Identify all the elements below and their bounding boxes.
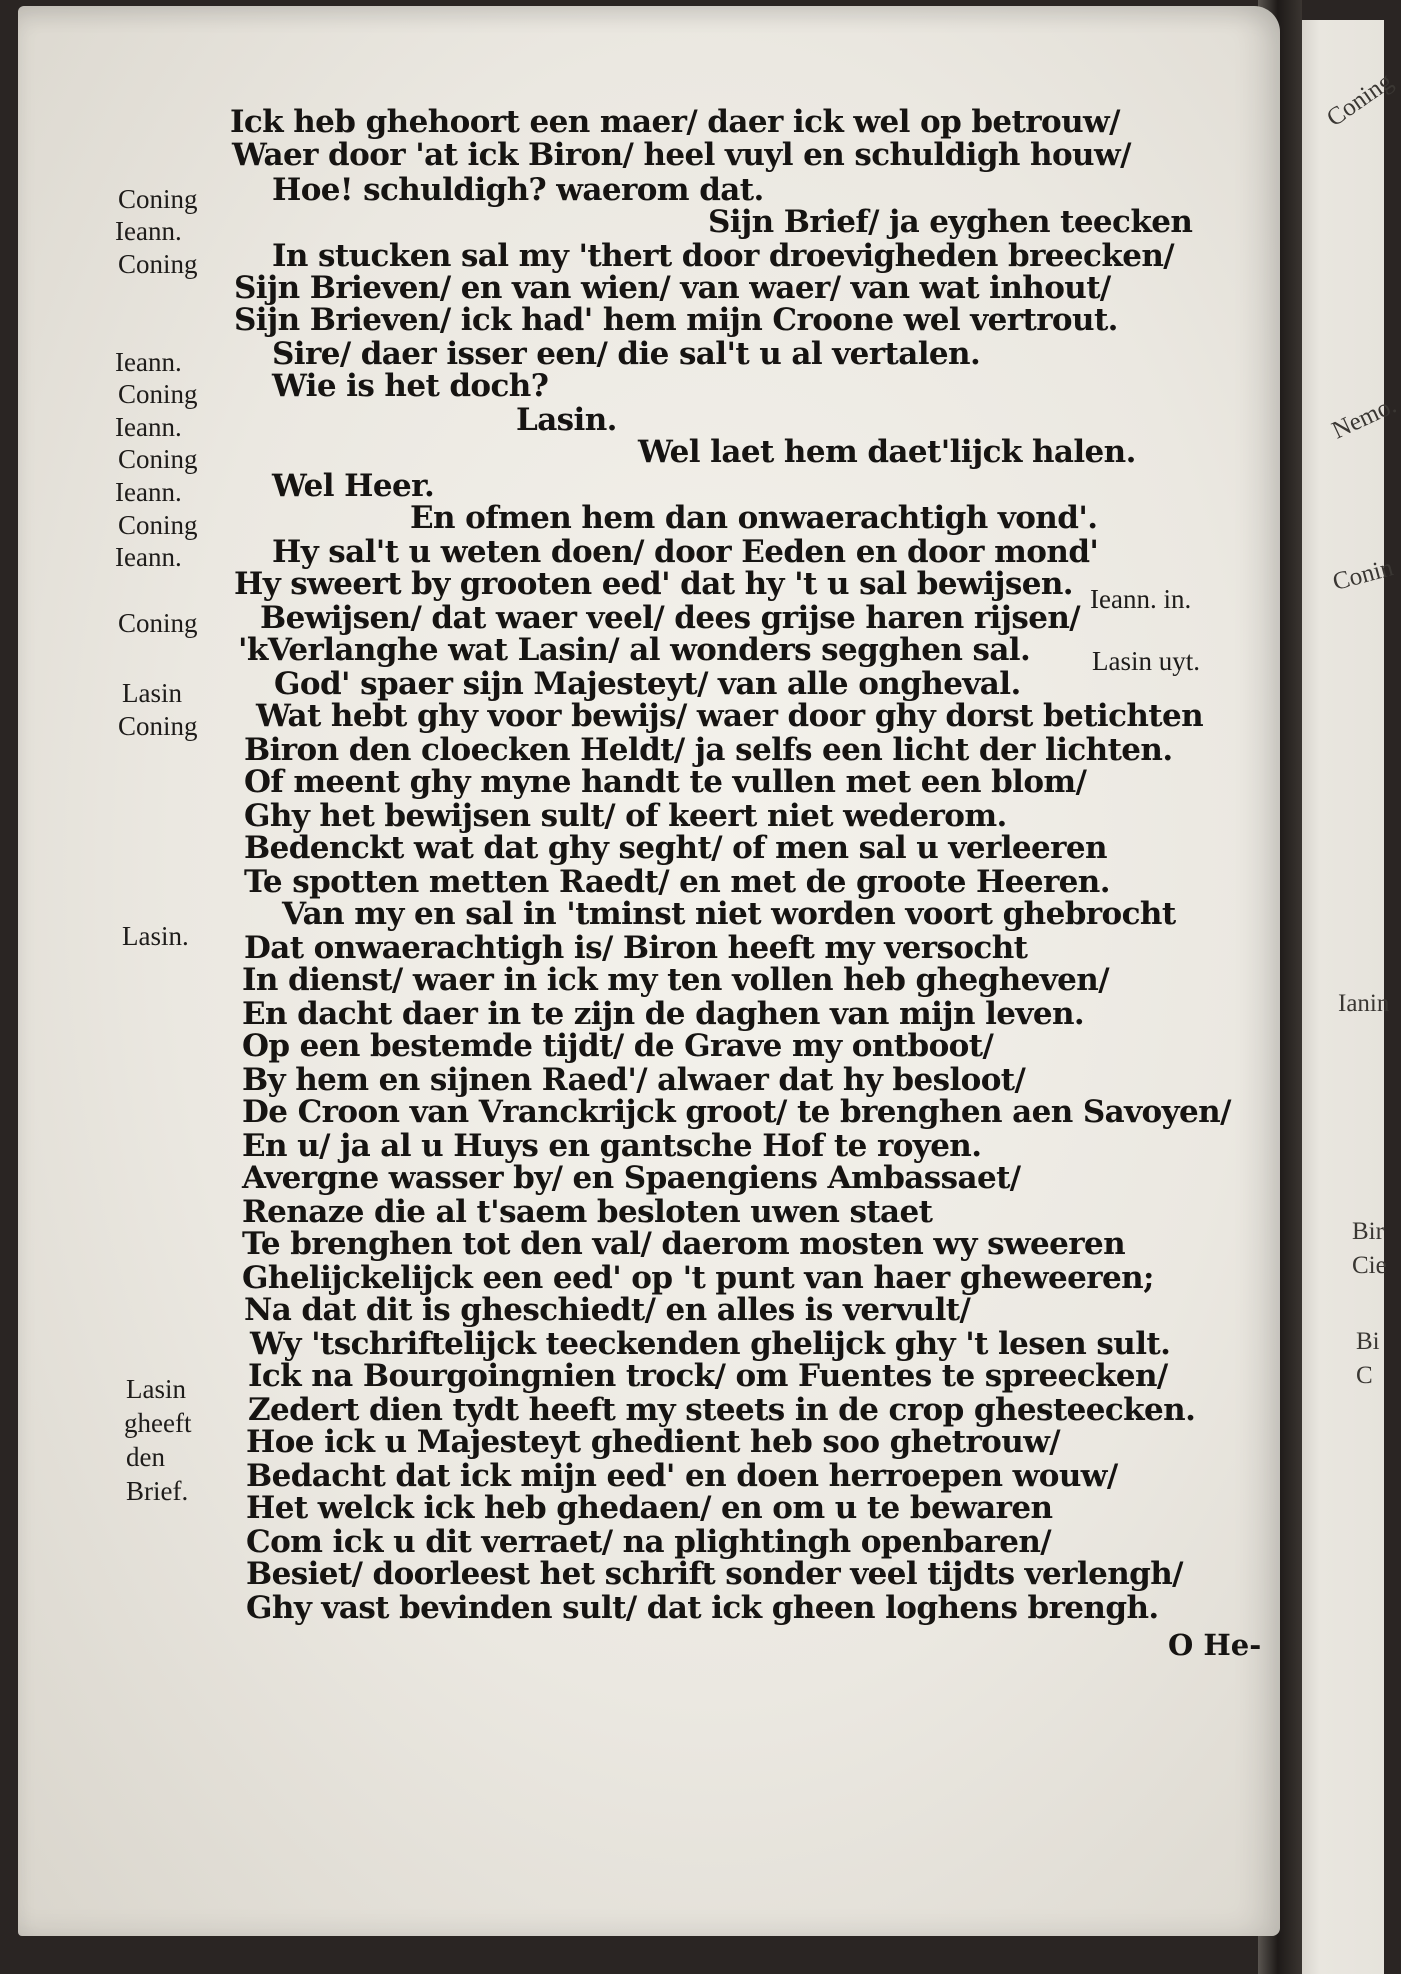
verse-line: Biron den cloecken Heldt/ ja selfs een licht der lichten. xyxy=(244,732,1173,768)
verse-line: Bewijsen/ dat waer veel/ dees grijse haren rijsen/ xyxy=(260,600,1080,636)
margin-speaker-ieann: Ieann. xyxy=(115,347,182,377)
verse-line: Lasin. xyxy=(516,402,617,438)
catchword: O He- xyxy=(1168,1628,1262,1662)
facing-margin-text: Coning xyxy=(1322,67,1398,133)
verse-line: God' spaer sijn Majesteyt/ van alle ongheval. xyxy=(274,666,1021,702)
verse-line: Hoe! schuldigh? waerom dat. xyxy=(272,172,764,208)
margin-stage-direction: den xyxy=(126,1442,165,1472)
verse-line: Sire/ daer isser een/ die sal't u al vertalen. xyxy=(272,336,981,372)
verse-line: Wel Heer. xyxy=(272,468,435,504)
verse-line: 'kVerlanghe wat Lasin/ al wonders segghen sal. xyxy=(238,632,1031,668)
verse-line: En u/ ja al u Huys en gantsche Hof te royen. xyxy=(242,1128,982,1164)
facing-margin-text: Nemo. xyxy=(1328,391,1401,445)
verse-line: Het welck ick heb ghedaen/ en om u te bewaren xyxy=(246,1490,1053,1526)
margin-speaker-coning: Coning xyxy=(118,379,198,409)
verse-line: Sijn Brieven/ ick had' hem mijn Croone wel vertrout. xyxy=(234,302,1118,338)
verse-line: By hem en sijnen Raed'/ alwaer dat hy besloot/ xyxy=(242,1062,1026,1098)
verse-line: Wat hebt ghy voor bewijs/ waer door ghy dorst betichten xyxy=(256,698,1204,734)
verse-line: Van my en sal in 'tminst niet worden voort ghebrocht xyxy=(282,896,1176,932)
verse-line: Ghy vast bevinden sult/ dat ick gheen loghens brengh. xyxy=(246,1590,1159,1626)
margin-speaker-lasin: Lasin xyxy=(122,678,182,708)
verse-line: Ick na Bourgoingnien trock/ om Fuentes te spreecken/ xyxy=(248,1358,1168,1394)
verse-line: Sijn Brieven/ en van wien/ van waer/ van wat inhout/ xyxy=(234,270,1111,306)
verse-line: Ghy het bewijsen sult/ of keert niet wederom. xyxy=(244,798,1007,834)
verse-line: In stucken sal my 'thert door droevigheden breecken/ xyxy=(272,238,1174,274)
verse-line: Com ick u dit verraet/ na plightingh openbaren/ xyxy=(246,1524,1052,1560)
verse-line: Na dat dit is gheschiedt/ en alles is vervult/ xyxy=(244,1292,971,1328)
verse-line: Bedacht dat ick mijn eed' en doen herroepen wouw/ xyxy=(246,1458,1118,1494)
facing-page xyxy=(1292,20,1401,1974)
facing-margin-text: Bi xyxy=(1356,1328,1380,1355)
margin-speaker-lasin: Lasin. xyxy=(122,921,189,951)
verse-line: En ofmen hem dan onwaerachtigh vond'. xyxy=(410,500,1098,536)
verse-line: De Croon van Vranckrijck groot/ te brenghen aen Savoyen/ xyxy=(242,1094,1231,1130)
margin-speaker-ieann: Ieann. xyxy=(115,477,182,507)
verse-line: In dienst/ waer in ick my ten vollen heb ghegheven/ xyxy=(242,962,1109,998)
stage-direction-enter: Ieann. in. xyxy=(1090,584,1192,614)
facing-margin-text: Ianin xyxy=(1338,990,1390,1017)
verse-line: Hoe ick u Majesteyt ghedient heb soo ghetrouw/ xyxy=(246,1424,1061,1460)
facing-margin-text: Cie xyxy=(1352,1252,1387,1279)
margin-speaker-coning: Coning xyxy=(118,608,198,638)
verse-line: Hy sal't u weten doen/ door Eeden en door mond' xyxy=(272,534,1099,570)
verse-line: Renaze die al t'saem besloten uwen staet xyxy=(242,1194,933,1230)
verse-line: En dacht daer in te zijn de daghen van mijn leven. xyxy=(242,996,1085,1032)
margin-stage-direction: gheeft xyxy=(124,1408,192,1438)
verse-line: Ghelijckelijck een eed' op 't punt van haer gheweeren; xyxy=(242,1260,1154,1296)
stage-direction-exit: Lasin uyt. xyxy=(1092,646,1200,676)
verse-line: Zedert dien tydt heeft my steets in de crop ghesteecken. xyxy=(248,1392,1196,1428)
margin-stage-direction: Brief. xyxy=(126,1476,189,1506)
margin-speaker-coning: Coning xyxy=(118,184,198,214)
verse-line: Wel laet hem daet'lijck halen. xyxy=(638,434,1136,470)
verse-line: Bedenckt wat dat ghy seght/ of men sal u verleeren xyxy=(244,830,1107,866)
verse-line: Dat onwaerachtigh is/ Biron heeft my versocht xyxy=(244,930,1028,966)
margin-speaker-coning: Coning xyxy=(118,510,198,540)
verse-line: Ick heb ghehoort een maer/ daer ick wel op betrouw/ xyxy=(230,104,1120,140)
margin-speaker-coning: Coning xyxy=(118,444,198,474)
verse-line: Of meent ghy myne handt te vullen met een blom/ xyxy=(244,764,1087,800)
verse-line: Te brenghen tot den val/ daerom mosten wy sweeren xyxy=(242,1226,1126,1262)
margin-speaker-coning: Coning xyxy=(118,711,198,741)
margin-speaker-ieann: Ieann. xyxy=(115,412,182,442)
facing-margin-text: Conin xyxy=(1330,554,1397,597)
verse-line: Sijn Brief/ ja eyghen teecken xyxy=(708,204,1193,240)
margin-speaker-ieann: Ieann. xyxy=(115,216,182,246)
verse-line: Te spotten metten Raedt/ en met de groote Heeren. xyxy=(244,864,1110,900)
verse-line: Besiet/ doorleest het schrift sonder veel tijdts verlengh/ xyxy=(246,1556,1183,1592)
verse-line: Wy 'tschriftelijck teeckenden ghelijck ghy 't lesen sult. xyxy=(250,1326,1171,1362)
facing-margin-text: C xyxy=(1356,1362,1373,1389)
verse-line: Hy sweert by grooten eed' dat hy 't u sal bewijsen. xyxy=(234,566,1073,602)
verse-line: Waer door 'at ick Biron/ heel vuyl en schuldigh houw/ xyxy=(232,137,1131,173)
margin-speaker-ieann: Ieann. xyxy=(115,542,182,572)
margin-speaker-coning: Coning xyxy=(118,249,198,279)
margin-stage-direction: Lasin xyxy=(126,1374,186,1404)
verse-line: Wie is het doch? xyxy=(272,368,549,404)
book-page xyxy=(18,6,1280,1936)
facing-margin-text: Bir xyxy=(1352,1218,1384,1245)
verse-line: Op een bestemde tijdt/ de Grave my ontboot/ xyxy=(242,1028,994,1064)
verse-line: Avergne wasser by/ en Spaengiens Ambassaet/ xyxy=(242,1160,1021,1196)
